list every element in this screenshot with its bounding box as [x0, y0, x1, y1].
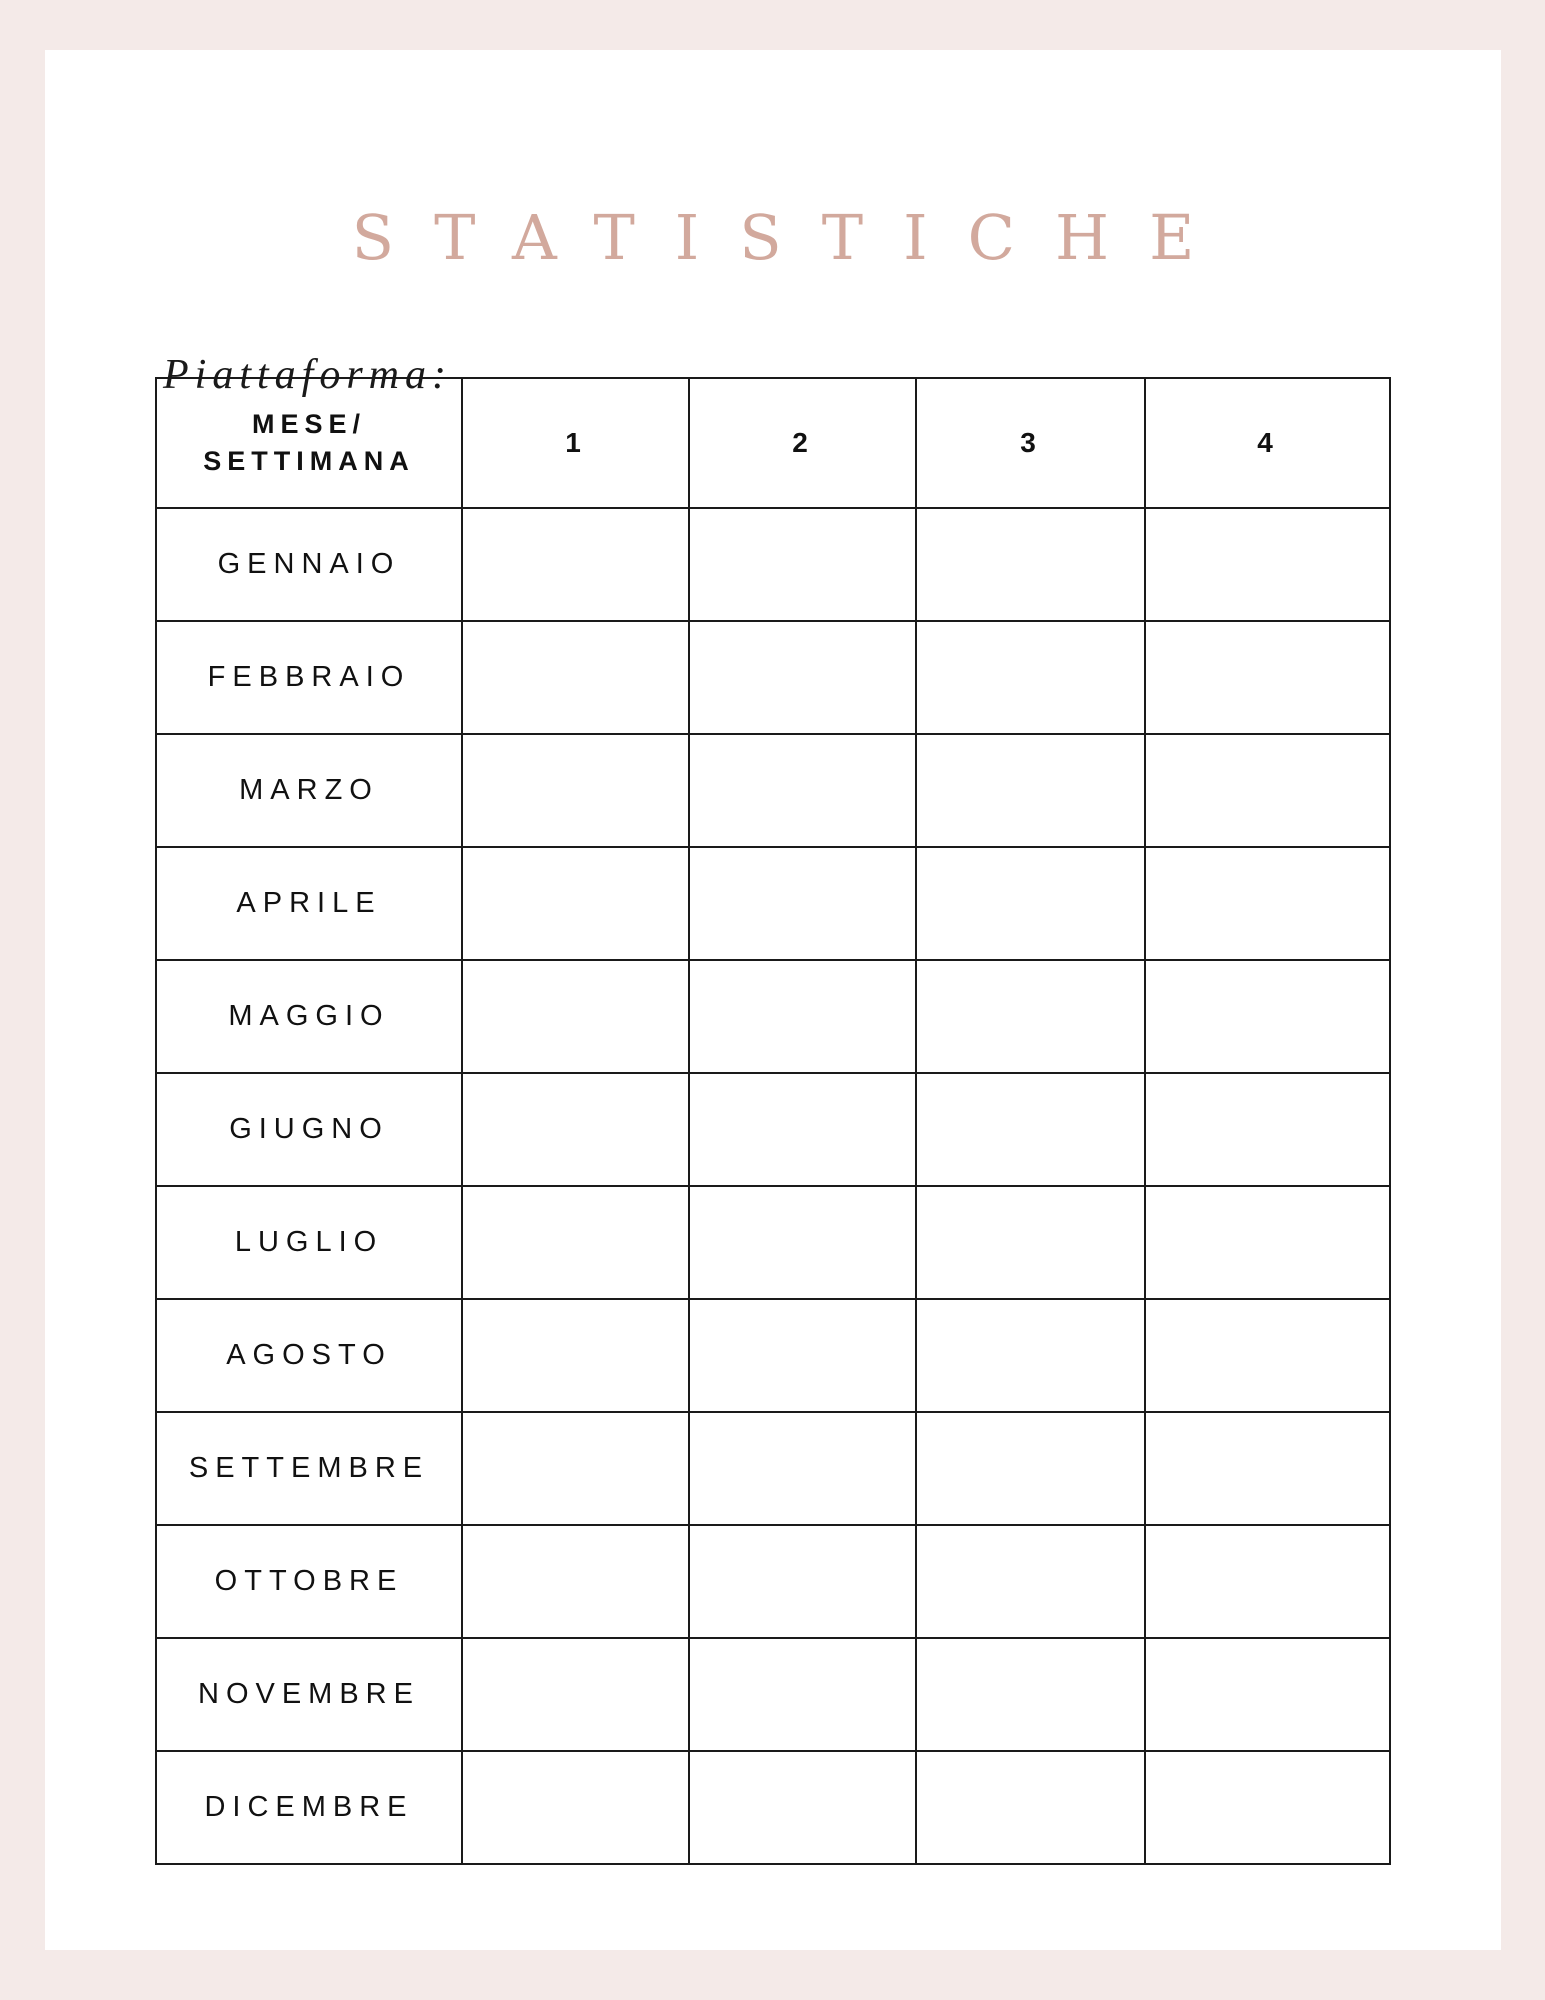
stat-cell[interactable]	[462, 1525, 689, 1638]
month-label: LUGLIO	[156, 1186, 462, 1299]
table-header-row	[156, 378, 1390, 508]
stat-cell[interactable]	[462, 621, 689, 734]
stat-cell[interactable]	[1145, 1186, 1390, 1299]
stat-cell[interactable]	[689, 1638, 916, 1751]
stat-cell[interactable]	[462, 734, 689, 847]
stat-cell[interactable]	[689, 1073, 916, 1186]
table-row	[156, 847, 1390, 960]
stat-cell[interactable]	[689, 1525, 916, 1638]
stat-cell[interactable]	[916, 1412, 1145, 1525]
table-body	[156, 508, 1390, 1864]
week-header-4: 4	[1145, 378, 1390, 508]
month-label: APRILE	[156, 847, 462, 960]
stat-cell[interactable]	[916, 508, 1145, 621]
stat-cell[interactable]	[689, 621, 916, 734]
table-row	[156, 734, 1390, 847]
month-label: DICEMBRE	[156, 1751, 462, 1864]
month-label: MAGGIO	[156, 960, 462, 1073]
statistics-table	[155, 377, 1391, 1865]
platform-label: Piattaforma:	[163, 352, 452, 398]
stat-cell[interactable]	[1145, 1751, 1390, 1864]
stat-cell[interactable]	[462, 1186, 689, 1299]
stat-cell[interactable]	[1145, 508, 1390, 621]
stat-cell[interactable]	[1145, 847, 1390, 960]
month-label: SETTEMBRE	[156, 1412, 462, 1525]
stat-cell[interactable]	[1145, 621, 1390, 734]
stat-cell[interactable]	[689, 1299, 916, 1412]
stat-cell[interactable]	[689, 508, 916, 621]
table-row	[156, 1751, 1390, 1864]
stat-cell[interactable]	[689, 1186, 916, 1299]
table-row	[156, 1525, 1390, 1638]
table-row	[156, 1299, 1390, 1412]
stat-cell[interactable]	[462, 1412, 689, 1525]
stat-cell[interactable]	[689, 1412, 916, 1525]
stat-cell[interactable]	[1145, 1638, 1390, 1751]
stat-cell[interactable]	[462, 508, 689, 621]
stat-cell[interactable]	[916, 1525, 1145, 1638]
month-label: GENNAIO	[156, 508, 462, 621]
stat-cell[interactable]	[916, 960, 1145, 1073]
stat-cell[interactable]	[916, 734, 1145, 847]
month-label: MARZO	[156, 734, 462, 847]
stat-cell[interactable]	[689, 847, 916, 960]
table-row	[156, 1073, 1390, 1186]
month-label: NOVEMBRE	[156, 1638, 462, 1751]
stat-cell[interactable]	[689, 1751, 916, 1864]
table-row	[156, 960, 1390, 1073]
stat-cell[interactable]	[1145, 960, 1390, 1073]
corner-label-line2: SETTIMANA	[203, 446, 415, 476]
stat-cell[interactable]	[1145, 734, 1390, 847]
stat-cell[interactable]	[462, 960, 689, 1073]
stat-cell[interactable]	[462, 847, 689, 960]
month-week-header	[156, 378, 462, 508]
stat-cell[interactable]	[462, 1073, 689, 1186]
stat-cell[interactable]	[916, 1299, 1145, 1412]
stat-cell[interactable]	[916, 1073, 1145, 1186]
stat-cell[interactable]	[689, 734, 916, 847]
week-header-3: 3	[916, 378, 1145, 508]
table-row	[156, 1638, 1390, 1751]
stat-cell[interactable]	[916, 1186, 1145, 1299]
stat-cell[interactable]	[916, 1638, 1145, 1751]
table-row	[156, 1186, 1390, 1299]
stat-cell[interactable]	[1145, 1073, 1390, 1186]
week-header-2: 2	[689, 378, 916, 508]
stat-cell[interactable]	[916, 621, 1145, 734]
week-header-1: 1	[462, 378, 689, 508]
corner-label-line1: MESE/	[251, 409, 367, 439]
stat-cell[interactable]	[1145, 1412, 1390, 1525]
month-label: AGOSTO	[156, 1299, 462, 1412]
stat-cell[interactable]	[462, 1751, 689, 1864]
stat-cell[interactable]	[916, 1751, 1145, 1864]
month-label: GIUGNO	[156, 1073, 462, 1186]
stat-cell[interactable]	[462, 1638, 689, 1751]
month-label: FEBBRAIO	[156, 621, 462, 734]
stat-cell[interactable]	[1145, 1525, 1390, 1638]
table-row	[156, 1412, 1390, 1525]
month-label: OTTOBRE	[156, 1525, 462, 1638]
page-sheet	[45, 50, 1501, 1950]
stat-cell[interactable]	[916, 847, 1145, 960]
table-row	[156, 621, 1390, 734]
stat-cell[interactable]	[462, 1299, 689, 1412]
table-row	[156, 508, 1390, 621]
stat-cell[interactable]	[1145, 1299, 1390, 1412]
page-title: STATISTICHE	[351, 201, 1235, 274]
stat-cell[interactable]	[689, 960, 916, 1073]
